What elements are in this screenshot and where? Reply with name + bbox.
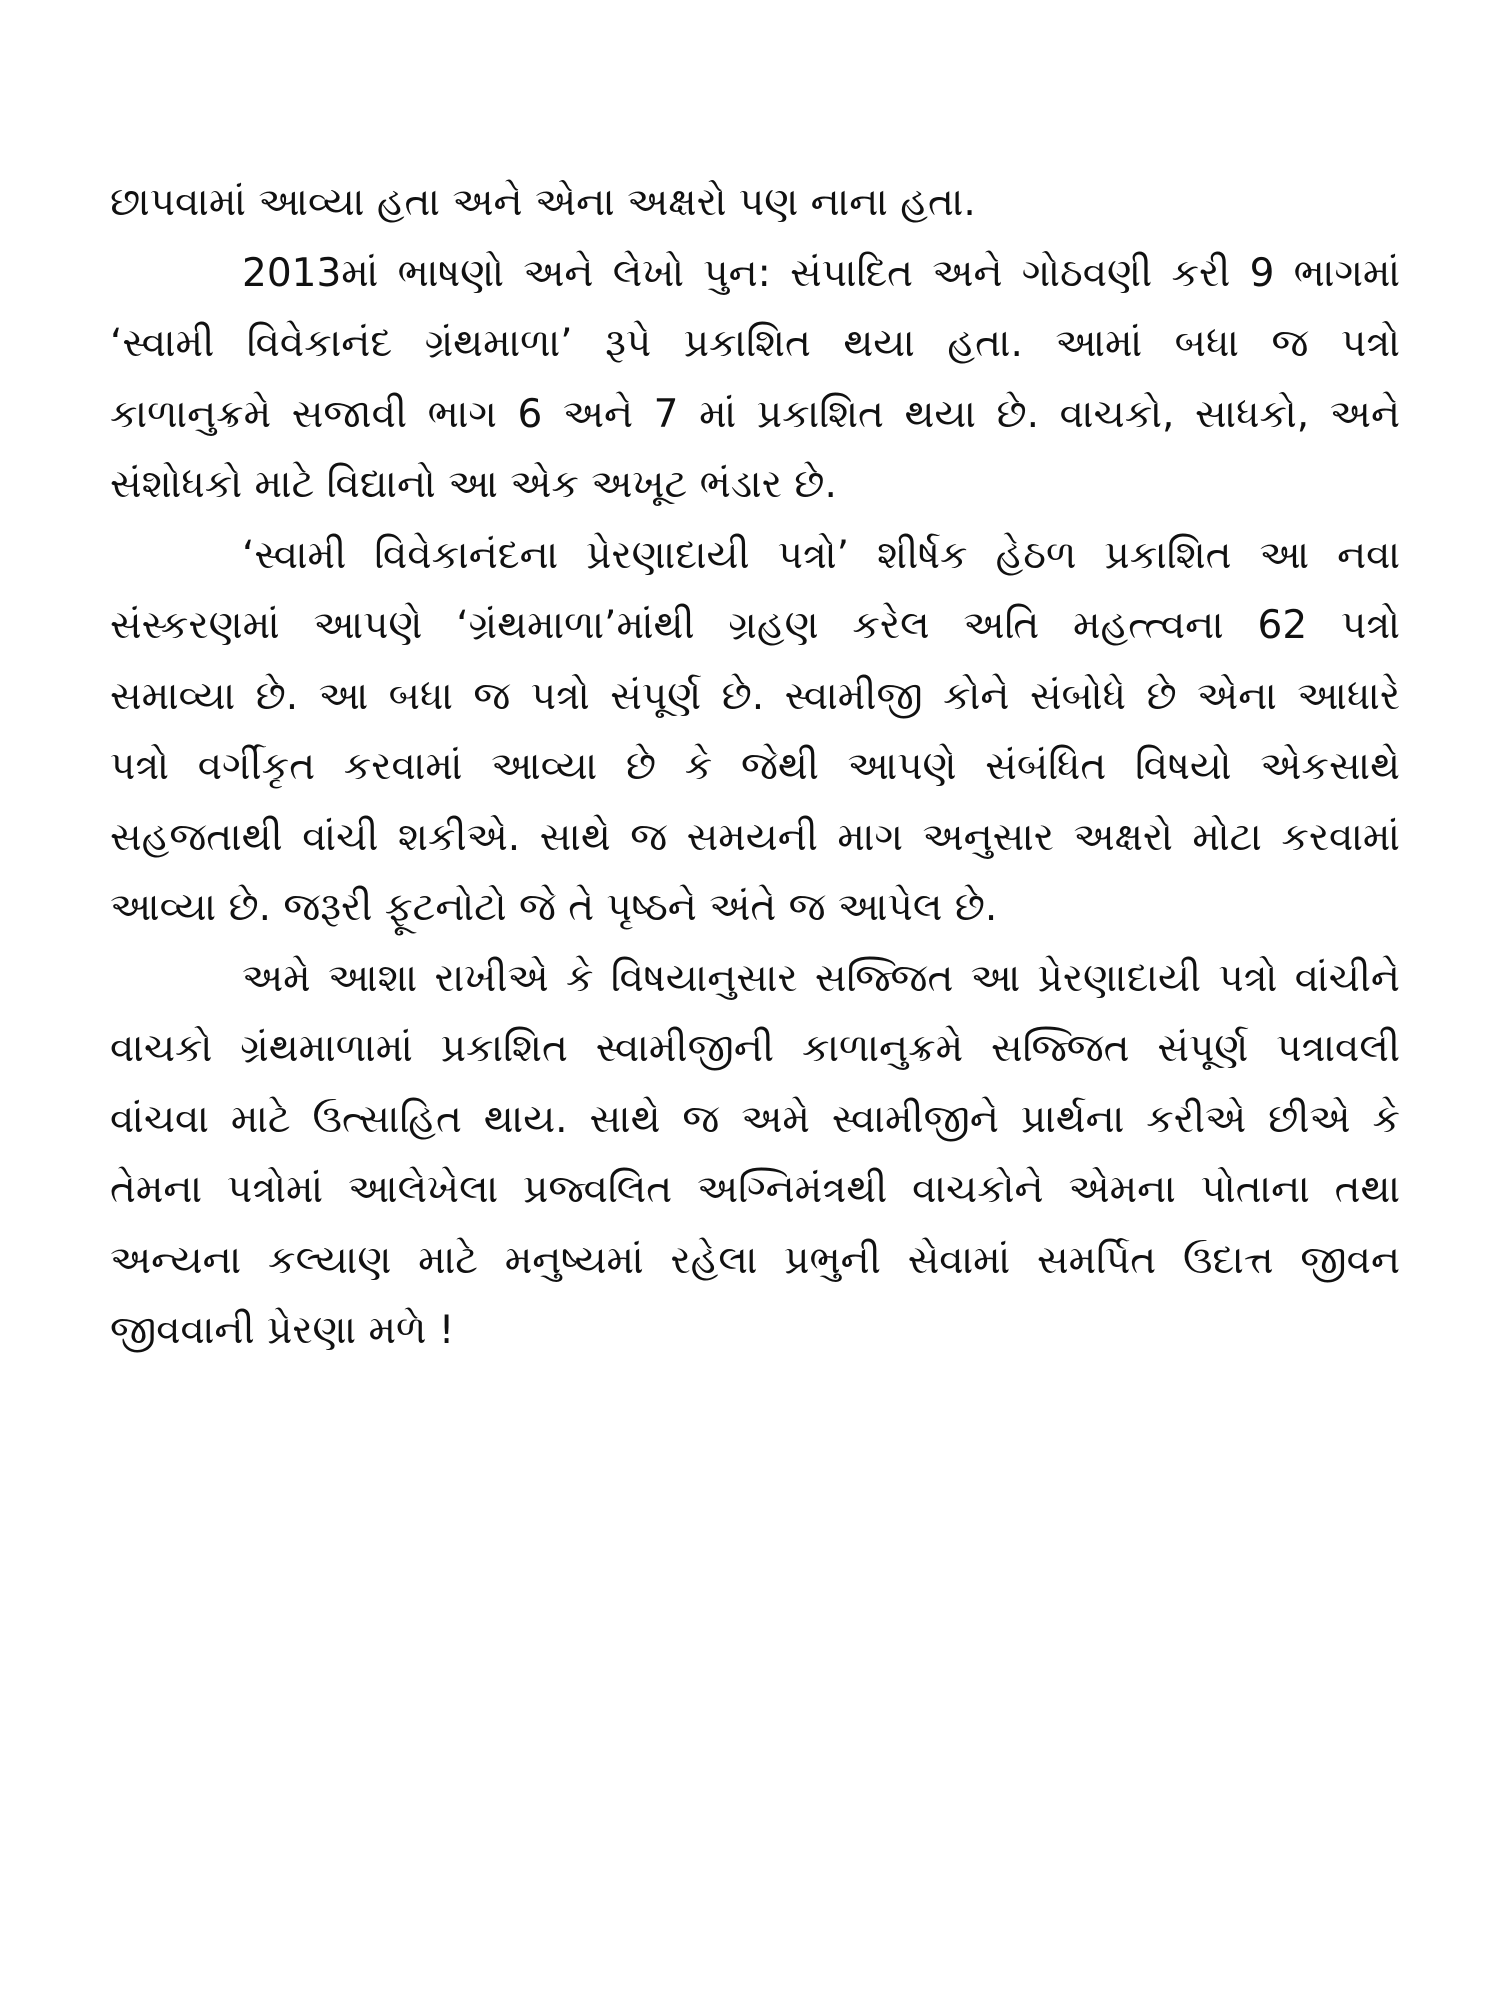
text-line-3: ‘સ્વામી વિવેકાનંદ ગ્રંથમાળા’ રૂપે પ્રકાશિત થયા હતા. આમાં બધા જ પત્રો xyxy=(110,321,1400,366)
text-line-4: કાળાનુક્રમે સજાવી ભાગ 6 અને 7 માં પ્રકાશિત થયા છે. વાચકો, સાધકો, અને xyxy=(110,391,1400,437)
text-line-8: સમાવ્યા છે. આ બધા જ પત્રો સંપૂર્ણ છે. સ્વામીજી કોને સંબોધે છે એના આધારે xyxy=(110,673,1400,719)
text-line-15: તેમના પત્રોમાં આલેખેલા પ્રજ્વલિત અગ્નિમંત્રથી વાચકોને એમના પોતાના તથા xyxy=(110,1167,1400,1212)
text-line-13: વાચકો ગ્રંથમાળામાં પ્રકાશિત સ્વામીજીની કાળાનુક્રમે સજ્જિત સંપૂર્ણ પત્રાવલી xyxy=(110,1026,1400,1071)
text-line-11: આવ્યા છે. જરૂરી ફૂટનોટો જે તે પૃષ્ઠને અંતે જ આપેલ છે. xyxy=(110,885,998,930)
body-text xyxy=(110,168,1400,1367)
text-line-6: ‘સ્વામી વિવેકાનંદના પ્રેરણાદાયી પત્રો’ શીર્ષક હેઠળ પ્રકાશિત આ નવા xyxy=(242,532,1400,578)
text-line-5: સંશોધકો માટે વિદ્યાનો આ એક અખૂટ ભંડાર છે. xyxy=(110,462,837,507)
text-line-1: છાપવામાં આવ્યા હતા અને એના અક્ષરો પણ નાના હતા. xyxy=(110,180,976,225)
text-line-12: અમે આશા રાખીએ કે વિષયાનુસાર સજ્જિત આ પ્રેરણાદાયી પત્રો વાંચીને xyxy=(242,955,1400,1001)
text-line-10: સહજતાથી વાંચી શકીએ. સાથે જ સમયની માગ અનુસાર અક્ષરો મોટા કરવામાં xyxy=(110,814,1400,860)
text-line-7: સંસ્કરણમાં આપણે ‘ગ્રંથમાળા’માંથી ગ્રહણ કરેલ અતિ મહત્ત્વના 62 પત્રો xyxy=(110,603,1400,648)
text-line-14: વાંચવા માટે ઉત્સાહિત થાય. સાથે જ અમે સ્વામીજીને પ્રાર્થના કરીએ છીએ કે xyxy=(110,1096,1400,1142)
text-line-2: 2013માં ભાષણો અને લેખો પુન: સંપાદિત અને ગોઠવણી કરી 9 ભાગમાં xyxy=(242,250,1400,296)
text-line-16: અન્યના કલ્યાણ માટે મનુષ્યમાં રહેલા પ્રભુની સેવામાં સમર્પિત ઉદાત્ત જીવન xyxy=(110,1237,1400,1283)
text-line-17: જીવવાની પ્રેરણા મળે ! xyxy=(110,1308,455,1353)
text-line-9: પત્રો વર્ગીકૃત કરવામાં આવ્યા છે કે જેથી આપણે સંબંધિત વિષયો એકસાથે xyxy=(110,744,1400,789)
